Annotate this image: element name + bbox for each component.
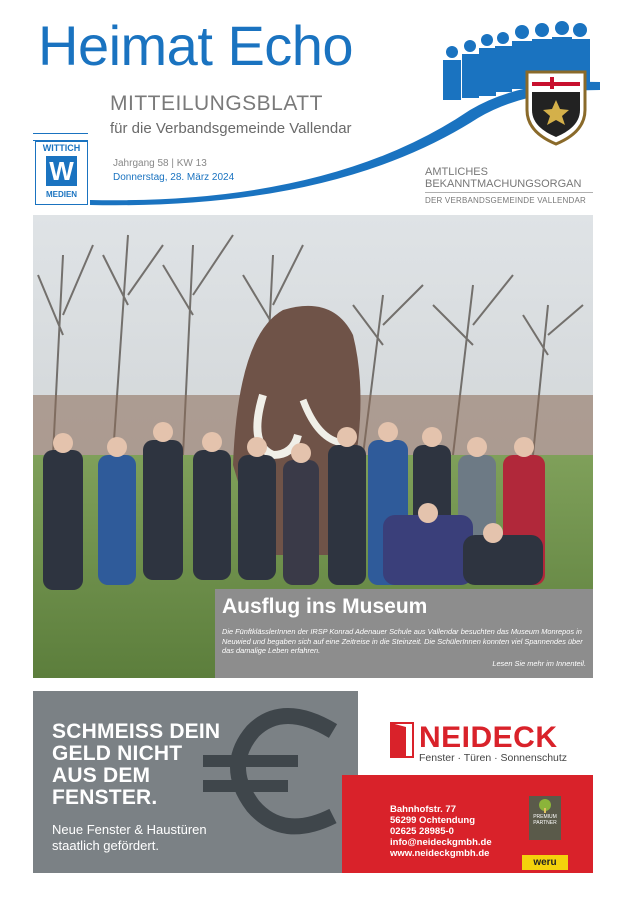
partner-text <box>529 814 561 826</box>
partner-line: PREMIUM <box>533 814 557 820</box>
ad-headline-line: FENSTER. <box>52 786 158 809</box>
brand-tagline: Fenster · Türen · Sonnenschutz <box>419 752 568 764</box>
logo-bottom-text: MEDIEN <box>45 190 78 199</box>
contact-street: Bahnhofstr. 77 <box>390 804 456 815</box>
logo-stripes <box>33 133 88 141</box>
contact-details <box>390 804 492 859</box>
feature-caption: Die FünftklässlerInnen der IRSP Konrad Adenauer Schule aus Vallendar besuchten das Museum Monrepos in Neuwied und begaben sich auf eine Zeitreise in die Steinzeit. Die SchülerInnen konnten viel Spannendes über das damalige Leben erfahren. <box>222 627 583 656</box>
coat-of-arms-icon <box>527 72 585 144</box>
issue-date: Donnerstag, 28. März 2024 <box>113 172 235 183</box>
logo-top-text: WITTICH <box>42 143 81 153</box>
contact-phone: 02625 28985-0 <box>390 826 454 837</box>
feature-headline: Ausflug ins Museum <box>222 595 428 618</box>
official-line-1: AMTLICHES <box>425 166 488 178</box>
contact-website: www.neideckgmbh.de <box>390 848 490 859</box>
ad-subline-line: Neue Fenster & Haustüren <box>52 822 207 837</box>
ad-headline-line: GELD NICHT <box>52 742 183 765</box>
contact-city: 56299 Ochtendung <box>390 815 475 826</box>
logo-mark: W <box>46 156 77 186</box>
ad-subline <box>52 822 252 854</box>
window-icon <box>390 722 414 758</box>
ad-subline-line: staatlich gefördert. <box>52 838 159 853</box>
official-line-2: BEKANNTMACHUNGSORGAN <box>425 178 582 190</box>
partner-line: PARTNER <box>533 820 557 826</box>
official-organ-label <box>425 166 595 190</box>
contact-email: info@neideckgmbh.de <box>390 837 492 848</box>
wittich-medien-logo <box>33 133 88 203</box>
official-organ-sub: DER VERBANDSGEMEINDE VALLENDAR <box>425 196 586 205</box>
weru-logo: weru <box>522 855 568 870</box>
newspaper-title: Heimat Echo <box>38 14 354 77</box>
ad-headline <box>52 721 252 809</box>
issue-number: Jahrgang 58 | KW 13 <box>113 158 207 169</box>
students-group <box>43 440 545 590</box>
subtitle-region: für die Verbandsgemeinde Vallendar <box>110 120 352 137</box>
premium-partner-badge <box>529 796 561 840</box>
read-more-note: Lesen Sie mehr im Innenteil. <box>492 659 586 668</box>
divider <box>425 192 593 193</box>
brand-name: NEIDECK <box>419 721 558 754</box>
tree-icon <box>537 799 553 813</box>
subtitle: MITTEILUNGSBLATT <box>110 92 323 115</box>
ad-headline-line: AUS DEM <box>52 764 151 787</box>
logo-box <box>35 141 88 205</box>
ad-headline-line: SCHMEISS DEIN <box>52 720 221 743</box>
